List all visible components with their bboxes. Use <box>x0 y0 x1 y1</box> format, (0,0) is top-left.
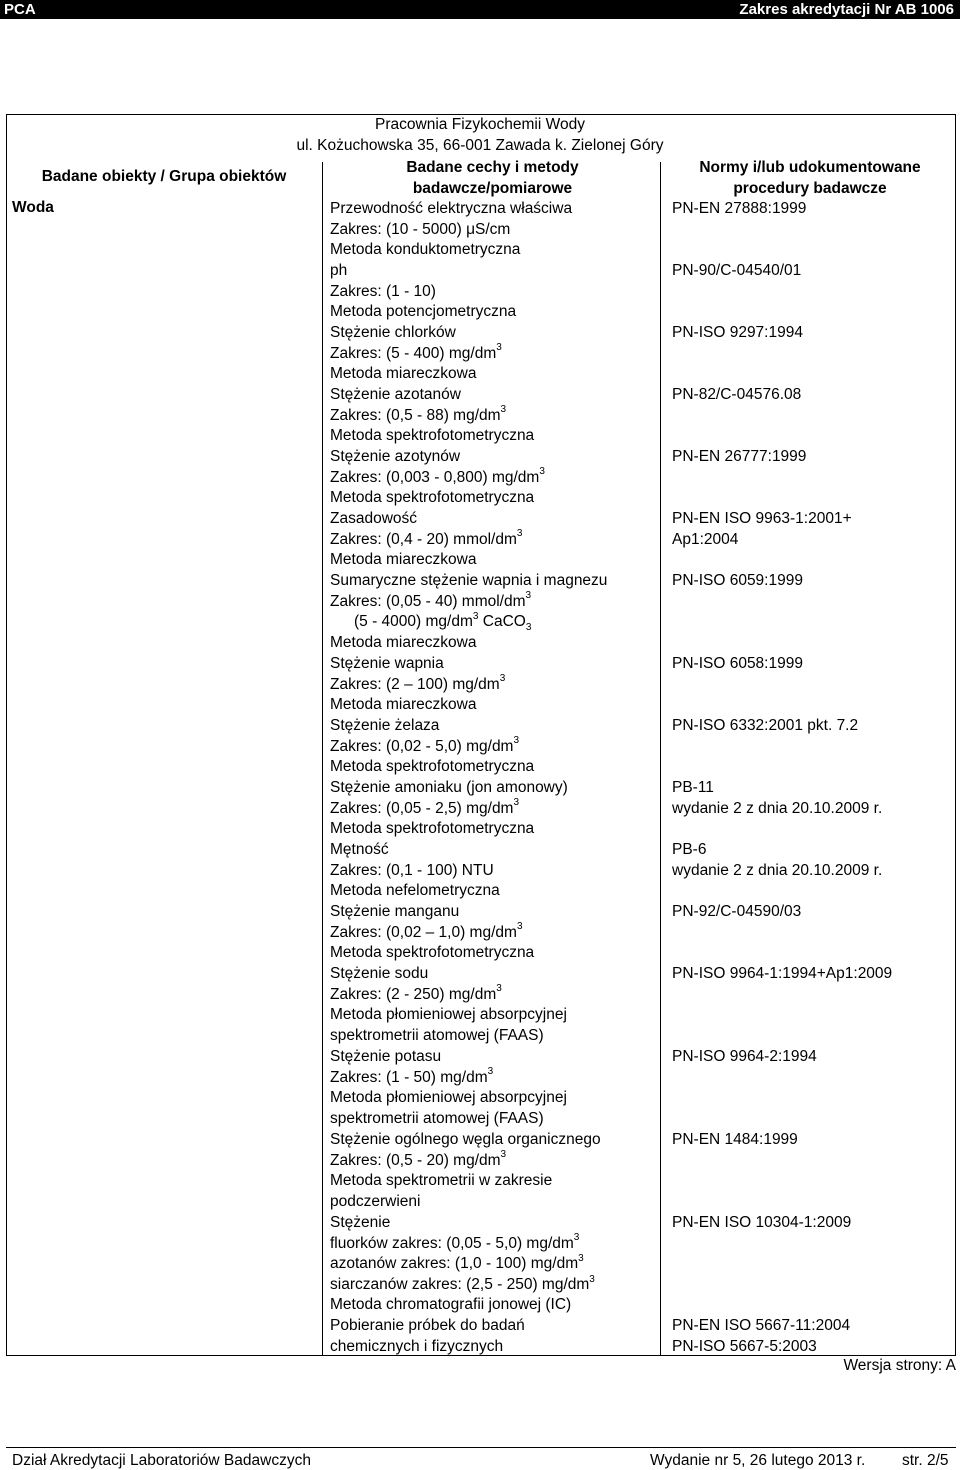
method-line-text: Metoda spektrometrii w zakresie <box>330 1172 553 1190</box>
method-line <box>330 302 655 323</box>
method-line-text: Zakres: (0,05 - 40) mmol/dm <box>330 592 526 610</box>
method-line <box>330 550 655 571</box>
method-line-text: Metoda spektrofotometryczna <box>330 427 535 445</box>
method-line-text: Sumaryczne stężenie wapnia i magnezu <box>330 572 608 589</box>
method-line <box>330 1275 655 1296</box>
method-line <box>330 716 655 737</box>
method-entry <box>330 654 655 716</box>
method-line <box>330 1337 655 1358</box>
method-entry <box>330 323 655 385</box>
method-line-text: Stężenie sodu <box>330 965 429 982</box>
footer-page: str. 2/5 <box>902 1452 949 1469</box>
method-line-text: Zakres: (0,1 - 100) NTU <box>330 861 494 879</box>
method-line <box>330 881 655 902</box>
method-line-text: Metoda potencjometryczna <box>330 303 517 321</box>
method-line <box>330 1005 655 1026</box>
footer-edition: Wydanie nr 5, 26 lutego 2013 r. <box>650 1452 866 1469</box>
method-line <box>330 468 655 489</box>
method-line-text: Zakres: (0,4 - 20) mmol/dm <box>330 530 517 548</box>
method-line-text: Zakres: (0,02 – 1,0) mg/dm <box>330 923 517 941</box>
method-line <box>330 1151 655 1172</box>
norm-line: wydanie 2 z dnia 20.10.2009 r. <box>672 799 883 817</box>
method-line-text: Stężenie ogólnego węgla organicznego <box>330 1131 601 1148</box>
norm-line: Ap1:2004 <box>672 530 739 548</box>
method-line-text: Pobieranie próbek do badań <box>330 1317 525 1334</box>
method-line-text: Mętność <box>330 841 389 858</box>
method-line <box>330 1047 655 1068</box>
method-entry <box>330 447 655 509</box>
method-line <box>330 530 655 551</box>
col-methods-header-2: badawcze/pomiarowe <box>412 180 573 197</box>
method-line <box>330 1088 655 1109</box>
norm-entry <box>672 840 952 881</box>
method-line-text: Metoda miareczkowa <box>330 696 477 714</box>
method-line <box>330 1068 655 1089</box>
norm-line: PN-92/C-04590/03 <box>672 903 802 920</box>
method-line <box>330 1109 655 1130</box>
unit-superscript: 3 <box>496 983 502 995</box>
method-line <box>330 757 655 778</box>
method-line <box>330 1254 655 1275</box>
norm-entry <box>672 261 952 282</box>
method-line <box>330 799 655 820</box>
unit-superscript: 3 <box>589 1273 595 1285</box>
method-line-text: Zakres: (0,5 - 20) mg/dm <box>330 1151 501 1169</box>
method-line-text: Metoda miareczkowa <box>330 551 477 569</box>
norm-entry <box>672 902 952 923</box>
norm-entry <box>672 964 952 985</box>
method-line-text: Metoda spektrofotometryczna <box>330 489 535 507</box>
method-line-text: Stężenie manganu <box>330 903 460 920</box>
method-entry <box>330 716 655 778</box>
method-entry <box>330 1047 655 1129</box>
method-line <box>330 282 655 303</box>
norm-line: PN-ISO 9297:1994 <box>672 324 803 341</box>
norm-line: PN-ISO 5667-5:2003 <box>672 1337 817 1355</box>
method-line <box>330 737 655 758</box>
col-methods-header-1: Badane cechy i metody <box>406 159 579 176</box>
method-line <box>330 1295 655 1316</box>
method-entry <box>330 778 655 840</box>
method-line <box>330 902 655 923</box>
method-line <box>330 1192 655 1213</box>
unit-superscript: 3 <box>578 1253 584 1265</box>
footer-divider <box>6 1447 956 1448</box>
method-line-text: chemicznych i fizycznych <box>330 1337 504 1355</box>
column-divider-1 <box>322 162 323 1356</box>
method-entry <box>330 840 655 902</box>
method-line-text: Przewodność elektryczna właściwa <box>330 200 573 217</box>
norm-entry <box>672 654 952 675</box>
method-line-text: spektrometrii atomowej (FAAS) <box>330 1026 544 1044</box>
method-line-text: Zakres: (1 - 10) <box>330 282 436 300</box>
method-line-text: Zakres: (0,5 - 88) mg/dm <box>330 406 501 424</box>
method-line-text: Zakres: (0,05 - 2,5) mg/dm <box>330 799 514 817</box>
method-line-text: Metoda płomieniowej absorpcyjnej <box>330 1089 567 1107</box>
unit-superscript: 3 <box>496 342 502 354</box>
method-line <box>330 943 655 964</box>
method-line-text: Stężenie <box>330 1214 391 1231</box>
method-line <box>330 240 655 261</box>
method-entry <box>330 902 655 964</box>
method-line <box>330 488 655 509</box>
unit-superscript: 3 <box>513 735 520 747</box>
norm-entry <box>672 323 952 344</box>
method-line-text: Stężenie chlorków <box>330 324 456 341</box>
method-line <box>330 385 655 406</box>
col-norms-header-2: procedury badawcze <box>733 180 887 197</box>
method-line <box>330 923 655 944</box>
norm-line: PB-11 <box>672 779 714 796</box>
method-line <box>330 695 655 716</box>
method-line-text: ph <box>330 262 348 279</box>
method-line-text: Zakres: (0,02 - 5,0) mg/dm <box>330 737 514 755</box>
method-line <box>330 447 655 468</box>
method-line-text: Stężenie potasu <box>330 1048 442 1065</box>
method-entry <box>330 571 655 653</box>
norm-entry <box>672 778 952 819</box>
method-line-text: podczerwieni <box>330 1192 421 1210</box>
method-entry <box>330 964 655 1046</box>
unit-superscript: 3 <box>573 1232 580 1244</box>
method-line <box>330 1234 655 1255</box>
method-line-text: Metoda miareczkowa <box>330 365 477 383</box>
method-line-text: Zakres: (2 – 100) mg/dm <box>330 675 500 693</box>
method-line <box>330 323 655 344</box>
method-line <box>330 819 655 840</box>
method-line-text: Stężenie wapnia <box>330 655 444 672</box>
method-line-text: siarczanów zakres: (2,5 - 250) mg/dm <box>330 1275 590 1293</box>
method-line-text: Metoda spektrofotometryczna <box>330 944 535 962</box>
col-norms-header-1: Normy i/lub udokumentowane <box>699 159 921 176</box>
method-line <box>330 778 655 799</box>
method-line-text: Stężenie azotanów <box>330 386 461 403</box>
caco3-formula: CaCO <box>478 613 526 631</box>
column-divider-2 <box>660 162 661 1356</box>
unit-superscript: 3 <box>500 404 507 416</box>
method-line-text: Stężenie żelaza <box>330 717 440 734</box>
norm-entry <box>672 716 952 737</box>
method-line-text: (5 - 4000) mg/dm <box>354 613 473 631</box>
method-line-text: Metoda spektrofotometryczna <box>330 820 535 838</box>
norm-entry <box>672 199 952 220</box>
norm-entry <box>672 509 952 550</box>
method-line <box>330 344 655 365</box>
method-line-text: Zakres: (1 - 50) mg/dm <box>330 1068 488 1086</box>
norm-entry <box>672 385 952 406</box>
norm-line: PN-ISO 9964-2:1994 <box>672 1048 817 1065</box>
header-left: PCA <box>4 1 36 18</box>
method-entry <box>330 1213 655 1316</box>
unit-superscript: 3 <box>525 590 532 602</box>
unit-superscript: 3 <box>539 466 545 478</box>
norm-line: wydanie 2 z dnia 20.10.2009 r. <box>672 861 883 879</box>
method-line-text: spektrometrii atomowej (FAAS) <box>330 1109 544 1127</box>
method-line <box>330 675 655 696</box>
unit-superscript: 3 <box>516 921 523 933</box>
method-line-text: Zasadowość <box>330 510 418 527</box>
norm-entry <box>672 1316 952 1357</box>
method-entry <box>330 385 655 447</box>
norm-line: PN-ISO 6332:2001 pkt. 7.2 <box>672 717 859 734</box>
norm-line: PB-6 <box>672 841 707 858</box>
norm-entry <box>672 1130 952 1151</box>
method-line-text: Zakres: (5 - 400) mg/dm <box>330 344 497 362</box>
method-line <box>330 261 655 282</box>
unit-superscript: 3 <box>499 673 506 685</box>
method-entry <box>330 509 655 571</box>
unit-superscript: 3 <box>472 611 479 623</box>
method-line <box>330 1130 655 1151</box>
method-entry <box>330 1130 655 1212</box>
method-line-text: Stężenie azotynów <box>330 448 461 465</box>
method-entry <box>330 261 655 323</box>
method-line <box>330 406 655 427</box>
method-line <box>330 1213 655 1234</box>
object-name: Woda <box>12 199 54 216</box>
method-line-text: Zakres: (0,003 - 0,800) mg/dm <box>330 468 540 486</box>
norm-line: PN-90/C-04540/01 <box>672 262 802 279</box>
method-entry <box>330 199 655 261</box>
method-line <box>330 985 655 1006</box>
method-line <box>330 964 655 985</box>
norm-line: PN-EN ISO 10304-1:2009 <box>672 1214 852 1231</box>
lab-name: Pracownia Fizykochemii Wody <box>375 116 585 133</box>
method-line <box>330 1026 655 1047</box>
method-line-text: Zakres: (10 - 5000) μS/cm <box>330 220 511 238</box>
norm-line: PN-ISO 9964-1:1994+Ap1:2009 <box>672 965 893 982</box>
method-line <box>330 861 655 882</box>
norm-line: PN-EN 27888:1999 <box>672 200 807 217</box>
method-line <box>330 612 655 633</box>
norm-line: PN-EN 26777:1999 <box>672 448 807 465</box>
norm-entry <box>672 1213 952 1234</box>
unit-superscript: 3 <box>513 797 520 809</box>
norm-line: PN-82/C-04576.08 <box>672 386 802 403</box>
method-line-text: Stężenie amoniaku (jon amonowy) <box>330 779 568 796</box>
header-bar <box>0 0 960 19</box>
method-line <box>330 633 655 654</box>
footer-left: Dział Akredytacji Laboratoriów Badawczych <box>12 1452 311 1469</box>
method-line-text: Zakres: (2 - 250) mg/dm <box>330 985 497 1003</box>
unit-superscript: 3 <box>516 528 523 540</box>
unit-superscript: 3 <box>487 1066 494 1078</box>
method-line <box>330 840 655 861</box>
method-line-text: Metoda płomieniowej absorpcyjnej <box>330 1006 567 1024</box>
norm-line: PN-EN 1484:1999 <box>672 1131 798 1148</box>
norm-line: PN-EN ISO 5667-11:2004 <box>672 1317 851 1334</box>
lab-address: ul. Kożuchowska 35, 66-001 Zawada k. Zielonej Góry <box>296 137 664 154</box>
method-line <box>330 1171 655 1192</box>
method-line <box>330 426 655 447</box>
method-line-text: Metoda spektrofotometryczna <box>330 758 535 776</box>
col-objects-header: Badane obiekty / Grupa obiektów <box>41 168 287 185</box>
page-version: Wersja strony: A <box>843 1357 956 1374</box>
norm-entry <box>672 447 952 468</box>
method-line-text: Metoda miareczkowa <box>330 633 477 651</box>
method-line <box>330 220 655 241</box>
norm-entry <box>672 1047 952 1068</box>
method-line <box>330 509 655 530</box>
method-line-text: azotanów zakres: (1,0 - 100) mg/dm <box>330 1255 579 1273</box>
unit-superscript: 3 <box>500 1149 507 1161</box>
method-line-text: Metoda chromatografii jonowej (IC) <box>330 1296 572 1314</box>
norm-line: PN-EN ISO 9963-1:2001+ <box>672 510 852 527</box>
formula-subscript: 3 <box>525 622 532 634</box>
method-line-text: fluorków zakres: (0,05 - 5,0) mg/dm <box>330 1234 574 1252</box>
method-line <box>330 199 655 220</box>
method-line-text: Metoda konduktometryczna <box>330 241 521 259</box>
method-line-text: Metoda nefelometryczna <box>330 882 500 900</box>
method-line <box>330 1316 655 1337</box>
method-line <box>330 654 655 675</box>
method-line <box>330 592 655 613</box>
method-line <box>330 364 655 385</box>
header-right: Zakres akredytacji Nr AB 1006 <box>739 1 954 18</box>
method-entry <box>330 1316 655 1357</box>
norm-line: PN-ISO 6059:1999 <box>672 572 803 589</box>
norm-entry <box>672 571 952 592</box>
method-line <box>330 571 655 592</box>
norm-line: PN-ISO 6058:1999 <box>672 655 803 672</box>
